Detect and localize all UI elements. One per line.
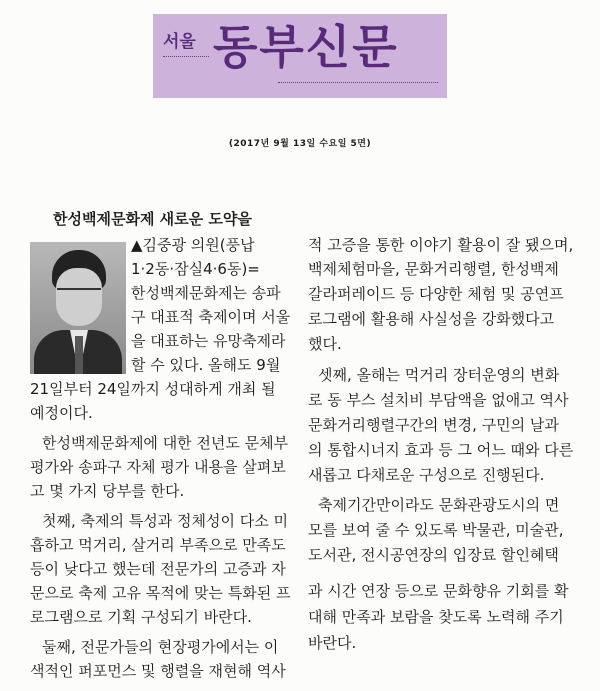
article-line: 평가와 송파구 자체 평가 내용을 살펴보 [30, 458, 286, 476]
article-line: 한성백제문화제는 송파 [131, 284, 281, 302]
article-line: 21일부터 24일까지 성대하게 개최 될 [30, 380, 276, 398]
article-line: 한성백제문화제에 대한 전년도 문체부 [42, 434, 289, 452]
article-line: 흡하고 먹거리, 살거리 부족으로 만족도 [30, 536, 286, 554]
article-line: 셋째, 올해는 먹거리 장터운영의 변화 [318, 366, 560, 384]
article-line: 했다. [308, 335, 342, 353]
article-line: 로 동 부스 설치비 부담액을 없애고 역사 [308, 391, 569, 409]
article-line: 로그램에 활용해 사실성을 강화했다고 [308, 310, 555, 328]
article-line: 로그램으로 기획 구성되기 바란다. [30, 608, 252, 626]
article-line: 의 통합시너지 효과 등 그 어느 때와 다른 [308, 441, 574, 459]
article-line: 도서관, 전시공연장의 입장료 할인혜택 [308, 546, 559, 564]
article-line: 예정이다. [30, 404, 93, 422]
article-line: 갈라퍼레이드 등 다양한 체험 및 공연프 [308, 285, 564, 303]
article-line: 1·2동·잠실4·6동)= [131, 260, 260, 278]
article-line: ▲김중광 의원(풍납 [131, 236, 255, 254]
article-line: 등이 낮다고 했는데 전문가의 고증과 자 [30, 560, 286, 578]
masthead-subline [278, 82, 438, 86]
article-line: 과 시간 연장 등으로 문화향유 기회를 확 [308, 582, 569, 600]
article-line: 고 몇 가지 당부를 한다. [30, 482, 185, 500]
article-line: 새롭고 다채로운 구성으로 진행된다. [308, 466, 545, 484]
article-line: 둘째, 전문가들의 현장평가에서는 이 [42, 638, 279, 656]
article-line: 첫째, 축제의 특성과 정체성이 다소 미 [42, 512, 288, 530]
article-line: 을 대표하는 유망축제라 [131, 332, 286, 350]
article-line: 문화거리행렬구간의 변경, 구민의 날과 [308, 416, 559, 434]
article-line: 적 고증을 통한 이야기 활용이 잘 됐으며, [308, 236, 574, 254]
article-line: 구 대표적 축제이며 서울 [131, 308, 291, 326]
newspaper-masthead [153, 14, 447, 98]
article-line: 할 수 있다. 올해도 9월 [131, 356, 281, 374]
article-line: 바란다. [308, 634, 357, 652]
article-line: 색적인 퍼포먼스 및 행렬을 재현해 역사 [30, 662, 286, 680]
article-line: 축제기간만이라도 문화관광도시의 면 [318, 496, 560, 514]
author-photo [30, 242, 126, 374]
publication-date: (2017년 9월 13일 수요일 5면) [228, 139, 372, 149]
article-line: 모를 보여 줄 수 있도록 박물관, 미술관, [308, 521, 564, 539]
article-line: 대해 만족과 보람을 찾도록 노력해 주기 [308, 608, 564, 626]
article-line: 문으로 축제 고유 목적에 맞는 특화된 프 [30, 584, 291, 602]
masthead-region: 서울 [163, 32, 196, 52]
masthead-title: 동부신문 [213, 20, 399, 74]
masthead-small-print [163, 56, 209, 60]
article-headline: 한성백제문화제 새로운 도약을 [53, 210, 252, 228]
article-line: 백제체험마을, 문화거리행렬, 한성백제 [308, 260, 559, 278]
